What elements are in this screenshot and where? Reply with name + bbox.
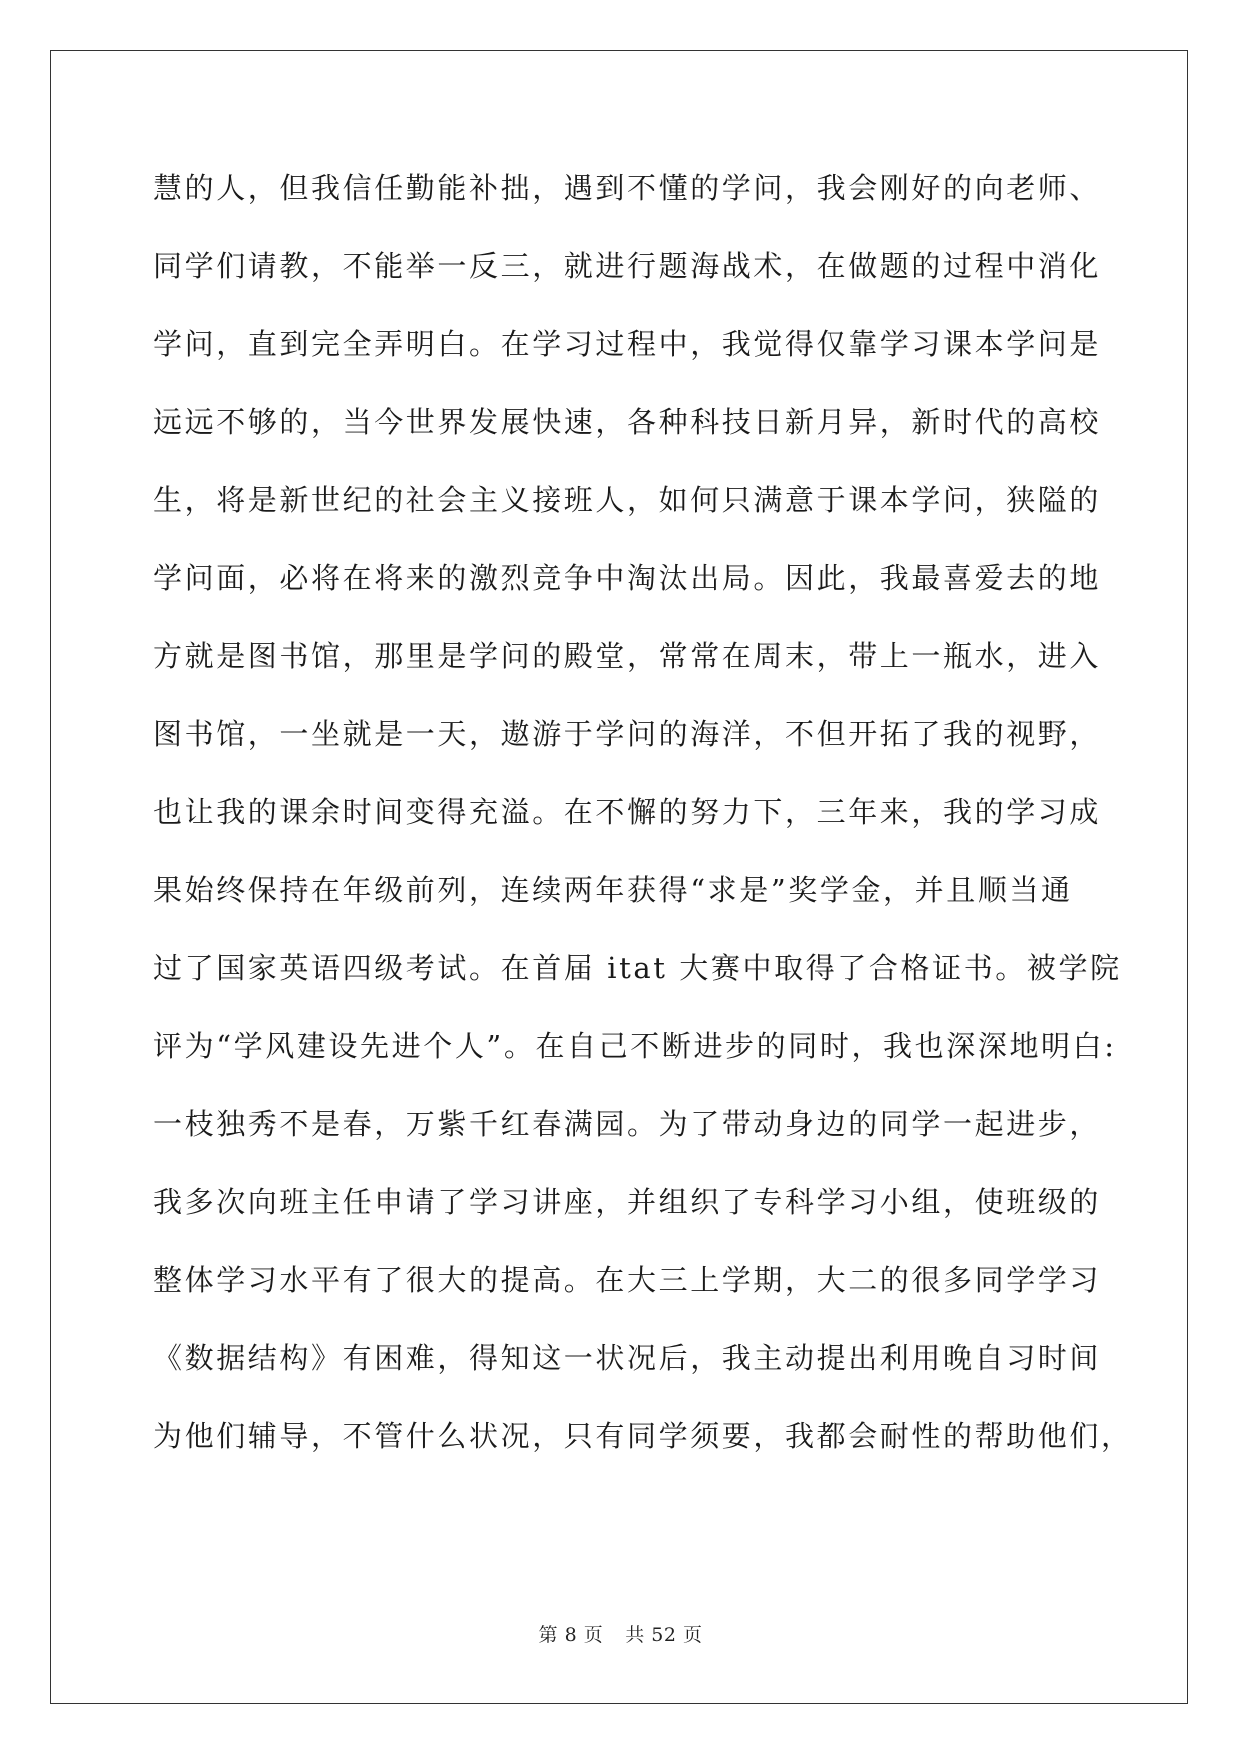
text-line: 果始终保持在年级前列，连续两年获得“求是”奖学金，并且顺当通 <box>153 873 1073 907</box>
text-line: 图书馆，一坐就是一天，遨游于学问的海洋，不但开拓了我的视野， <box>153 717 1102 751</box>
text-line: 一枝独秀不是春，万紫千红春满园。为了带动身边的同学一起进步， <box>153 1107 1102 1141</box>
text-line: 学问，直到完全弄明白。在学习过程中，我觉得仅靠学习课本学问是 <box>153 327 1102 361</box>
text-line: 方就是图书馆，那里是学问的殿堂，常常在周末，带上一瓶水，进入 <box>153 639 1102 673</box>
text-line: 《数据结构》有困难，得知这一状况后，我主动提出利用晚自习时间 <box>153 1341 1102 1375</box>
page-footer <box>0 1620 1241 1647</box>
page-number: 第 8 页 <box>538 1624 604 1646</box>
text-line: 也让我的课余时间变得充溢。在不懈的努力下，三年来，我的学习成 <box>153 795 1102 829</box>
text-line: 评为“学风建设先进个人”。在自己不断进步的同时，我也深深地明白: <box>153 1029 1117 1063</box>
text-line: 远远不够的，当今世界发展快速，各种科技日新月异，新时代的高校 <box>153 405 1102 439</box>
text-line: 生，将是新世纪的社会主义接班人，如何只满意于课本学问，狭隘的 <box>153 483 1102 517</box>
text-line: 学问面，必将在将来的激烈竞争中淘汰出局。因此，我最喜爱去的地 <box>153 561 1102 595</box>
text-line: 整体学习水平有了很大的提高。在大三上学期，大二的很多同学学习 <box>153 1263 1102 1297</box>
text-line: 慧的人，但我信任勤能补拙，遇到不懂的学问，我会刚好的向老师、 <box>153 171 1102 205</box>
page-total: 共 52 页 <box>625 1624 703 1646</box>
document-body <box>153 163 1133 1489</box>
text-line: 我多次向班主任申请了学习讲座，并组织了专科学习小组，使班级的 <box>153 1185 1102 1219</box>
text-line: 为他们辅导，不管什么状况，只有同学须要，我都会耐性的帮助他们， <box>153 1419 1133 1453</box>
text-line: 同学们请教，不能举一反三，就进行题海战术，在做题的过程中消化 <box>153 249 1102 283</box>
text-line: 过了国家英语四级考试。在首届 itat 大赛中取得了合格证书。被学院 <box>153 951 1122 985</box>
